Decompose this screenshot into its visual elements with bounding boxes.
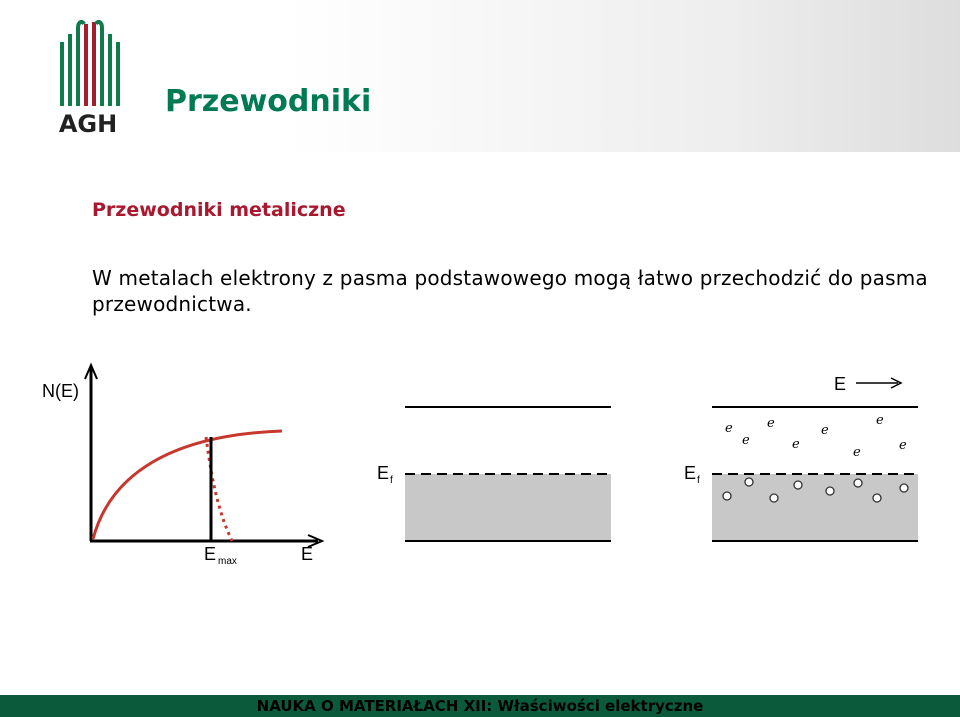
hole	[794, 481, 802, 489]
dos-curve	[93, 431, 282, 539]
slide-title: Przewodniki	[165, 84, 372, 119]
fermi-label-left: E	[377, 463, 390, 483]
emax-label: E	[204, 544, 217, 564]
band-diagram	[0, 355, 960, 585]
hole	[854, 479, 862, 487]
footer-bar	[0, 695, 960, 717]
hole	[826, 487, 834, 495]
hole	[745, 478, 753, 486]
agh-logo	[52, 14, 124, 136]
electron-label: e	[725, 421, 733, 436]
ylabel-ne: N(E)	[42, 381, 79, 401]
electron-label: e	[821, 423, 829, 438]
hole	[723, 492, 731, 500]
electron-label: e	[899, 438, 907, 453]
section-subtitle: Przewodniki metaliczne	[92, 199, 346, 221]
filled-band	[405, 474, 611, 541]
fermi-subscript-left: f	[390, 475, 393, 486]
body-paragraph: W metalach elektrony z pasma podstawowego mogą łatwo przechodzić do pasma przewodnictwa.	[92, 266, 928, 316]
hole	[900, 484, 908, 492]
electron-label: e	[792, 437, 800, 452]
logo-text: AGH	[58, 110, 118, 136]
hole	[770, 494, 778, 502]
header-band	[0, 0, 960, 152]
electron-label: e	[853, 445, 861, 460]
band-diagram-field	[684, 374, 918, 541]
xlabel-e: E	[301, 544, 314, 564]
density-of-states-plot	[42, 365, 322, 567]
field-label: E	[834, 374, 847, 394]
fermi-subscript-right: f	[697, 475, 700, 486]
band-diagram-equilibrium	[377, 407, 611, 541]
electron-label: e	[767, 416, 775, 431]
fermi-label-right: E	[684, 463, 697, 483]
filled-band-right	[712, 474, 918, 541]
electron-label: e	[742, 433, 750, 448]
footer-text: NAUKA O MATERIAŁACH XII: Właściwości elektryczne	[256, 697, 704, 715]
emax-subscript: max	[218, 556, 237, 567]
electron-label: e	[876, 413, 884, 428]
hole	[873, 494, 881, 502]
